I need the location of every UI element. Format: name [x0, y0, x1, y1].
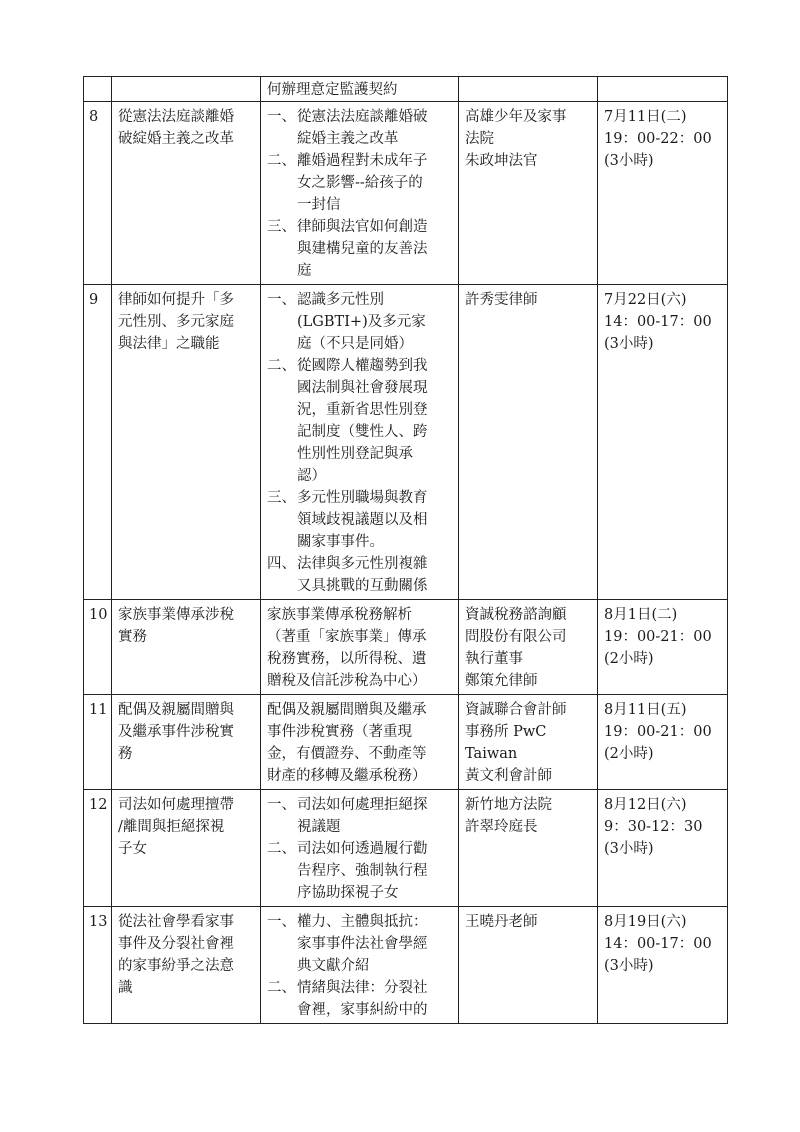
course-title-line: 從憲法法庭談離婚	[118, 109, 234, 125]
content-item-line: 家事事件法社會學經	[297, 936, 428, 952]
speaker-line: Taiwan	[465, 746, 518, 762]
course-content-cell	[261, 790, 459, 907]
schedule-time-cell	[598, 695, 728, 790]
course-title-line: 的家事紛爭之法意	[118, 958, 234, 974]
table-row	[84, 790, 728, 907]
course-title-line: 事件及分裂社會裡	[118, 936, 234, 952]
content-item	[267, 911, 454, 977]
content-item-text	[297, 355, 454, 487]
course-title-cell	[112, 907, 261, 1024]
content-item-line: 領域歧視議題以及相	[297, 512, 428, 528]
row-number-cell	[84, 77, 112, 102]
row-number-cell	[84, 907, 112, 1024]
schedule-time-line: 14：00-17：00	[604, 314, 712, 330]
content-item-line: 記制度（雙性人、跨	[297, 424, 428, 440]
speaker-cell	[459, 695, 598, 790]
content-item-number: 一、	[267, 797, 296, 813]
schedule-time-cell	[598, 285, 728, 600]
content-item-number: 一、	[267, 109, 296, 125]
course-schedule-table	[83, 76, 728, 1024]
content-item-text	[297, 838, 454, 904]
document-page	[83, 76, 727, 1024]
content-item-line: 性別性別登記與承	[297, 446, 413, 462]
content-line: 事件涉稅實務（著重現	[267, 724, 412, 740]
schedule-time-line: (3小時)	[604, 336, 654, 352]
schedule-time-line: 7月11日(二)	[604, 109, 687, 125]
content-item-line: 又具挑戰的互動關係	[297, 578, 428, 594]
speaker-line: 法院	[465, 131, 494, 147]
course-title-line: 務	[118, 746, 133, 762]
speaker-line: 問股份有限公司	[465, 629, 567, 645]
speaker-cell	[459, 790, 598, 907]
speaker-line: 事務所 PwC	[465, 724, 547, 740]
content-item-line: 典文獻介紹	[297, 958, 370, 974]
table-row	[84, 695, 728, 790]
schedule-time-line: 7月22日(六)	[604, 292, 687, 308]
content-item-line: 告程序、強制執行程	[297, 863, 428, 879]
schedule-time-line: 19：00-22：00	[604, 131, 712, 147]
course-title-cell	[112, 285, 261, 600]
course-title-cell	[112, 695, 261, 790]
schedule-time-line: 19：00-21：00	[604, 724, 712, 740]
content-item-number: 二、	[267, 841, 296, 857]
course-title-line: 破綻婚主義之改革	[118, 131, 234, 147]
schedule-time-line: 19：00-21：00	[604, 629, 712, 645]
content-item	[267, 150, 454, 216]
content-item-number: 三、	[267, 490, 296, 506]
speaker-cell	[459, 907, 598, 1024]
course-title-line: 元性別、多元家庭	[118, 314, 234, 330]
content-item-number: 一、	[267, 914, 296, 930]
schedule-time-line: 9：30-12：30	[604, 819, 703, 835]
speaker-cell	[459, 600, 598, 695]
content-item-line: 律師與法官如何創造	[297, 219, 428, 235]
course-content-cell	[261, 907, 459, 1024]
table-row	[84, 77, 728, 102]
row-number: 13	[89, 914, 108, 930]
schedule-time-cell	[598, 77, 728, 102]
speaker-line: 朱政坤法官	[465, 153, 538, 169]
content-item-line: (LGBTI+)及多元家	[297, 314, 426, 330]
course-title-line: 司法如何處理擅帶	[118, 797, 234, 813]
content-item-line: 權力、主體與抵抗：	[297, 914, 428, 930]
course-title-line: 與法律」之職能	[118, 336, 220, 352]
course-content-cell	[261, 695, 459, 790]
row-number-cell	[84, 285, 112, 600]
course-content-cell	[261, 285, 459, 600]
content-line: （著重「家族事業」傳承	[267, 629, 427, 645]
row-number-cell	[84, 695, 112, 790]
content-item	[267, 289, 454, 355]
content-item-line: 女之影響--給孩子的	[297, 175, 423, 191]
row-number-cell	[84, 600, 112, 695]
speaker-line: 許翠玲庭長	[465, 819, 538, 835]
content-item	[267, 487, 454, 553]
content-item-line: 會裡，家事糾紛中的	[297, 1002, 428, 1018]
speaker-line: 資誠稅務諮詢顧	[465, 607, 567, 623]
speaker-cell	[459, 102, 598, 285]
content-item-number: 二、	[267, 358, 296, 374]
course-title-cell	[112, 77, 261, 102]
row-number: 9	[89, 292, 99, 308]
content-item-number: 二、	[267, 980, 296, 996]
content-item-number: 一、	[267, 292, 296, 308]
content-item	[267, 794, 454, 838]
content-item	[267, 838, 454, 904]
content-text	[267, 604, 454, 692]
course-title-cell	[112, 600, 261, 695]
table-row	[84, 600, 728, 695]
course-title-line: 從法社會學看家事	[118, 914, 234, 930]
content-item-line: 視議題	[297, 819, 341, 835]
schedule-time-line: 8月11日(五)	[604, 702, 687, 718]
course-content-cell	[261, 102, 459, 285]
content-line: 贈稅及信託涉稅為中心）	[267, 673, 427, 689]
content-item-line: 一封信	[297, 197, 341, 213]
content-item-line: 離婚過程對未成年子	[297, 153, 428, 169]
content-item-line: 司法如何透過履行勸	[297, 841, 428, 857]
course-title-line: 實務	[118, 629, 147, 645]
content-item-line: 認）	[297, 468, 326, 484]
row-number: 11	[89, 702, 108, 718]
table-row	[84, 285, 728, 600]
course-title-line: 律師如何提升「多	[118, 292, 234, 308]
schedule-time-cell	[598, 102, 728, 285]
content-item-number: 二、	[267, 153, 296, 169]
schedule-time-cell	[598, 907, 728, 1024]
content-item-line: 與建構兒童的友善法	[297, 241, 428, 257]
schedule-time-line: 8月19日(六)	[604, 914, 687, 930]
course-title-line: /離間與拒絕探視	[118, 819, 225, 835]
content-item-line: 從憲法法庭談離婚破	[297, 109, 428, 125]
course-title-cell	[112, 102, 261, 285]
schedule-time-line: 14：00-17：00	[604, 936, 712, 952]
schedule-time-line: (2小時)	[604, 651, 654, 667]
row-number: 12	[89, 797, 108, 813]
content-item-line: 認識多元性別	[297, 292, 384, 308]
content-item-line: 司法如何處理拒絕探	[297, 797, 428, 813]
content-line: 何辦理意定監護契約	[267, 82, 398, 98]
content-item-text	[297, 977, 454, 1021]
content-line: 稅務實務，以所得稅、遺	[267, 651, 427, 667]
content-item-text	[297, 150, 454, 216]
content-line: 配偶及親屬間贈與及繼承	[267, 702, 427, 718]
course-title-line: 配偶及親屬間贈與	[118, 702, 234, 718]
course-title-line: 家族事業傳承涉稅	[118, 607, 234, 623]
row-number-cell	[84, 102, 112, 285]
course-content-cell	[261, 600, 459, 695]
content-item-line: 綻婚主義之改革	[297, 131, 399, 147]
content-line: 財產的移轉及繼承稅務）	[267, 768, 427, 784]
content-item-text	[297, 911, 454, 977]
course-title-cell	[112, 790, 261, 907]
schedule-time-line: (3小時)	[604, 958, 654, 974]
schedule-time-cell	[598, 790, 728, 907]
content-item-text	[297, 794, 454, 838]
content-item-number: 三、	[267, 219, 296, 235]
row-number: 8	[89, 109, 99, 125]
content-item	[267, 106, 454, 150]
content-item	[267, 553, 454, 597]
content-item-text	[297, 106, 454, 150]
content-item-text	[297, 289, 454, 355]
content-item-line: 庭（不只是同婚）	[297, 336, 413, 352]
content-item-text	[297, 216, 454, 282]
content-item-line: 序協助探視子女	[297, 885, 399, 901]
speaker-line: 新竹地方法院	[465, 797, 552, 813]
content-item-line: 庭	[297, 263, 312, 279]
content-item-line: 況，重新省思性別登	[297, 402, 428, 418]
schedule-time-line: (3小時)	[604, 153, 654, 169]
content-item	[267, 216, 454, 282]
content-text	[267, 79, 454, 101]
content-item	[267, 355, 454, 487]
speaker-line: 許秀雯律師	[465, 292, 538, 308]
course-title-line: 子女	[118, 841, 147, 857]
content-item-line: 從國際人權趨勢到我	[297, 358, 428, 374]
speaker-line: 鄭策允律師	[465, 673, 538, 689]
schedule-time-cell	[598, 600, 728, 695]
course-content-cell	[261, 77, 459, 102]
content-item-line: 國法制與社會發展現	[297, 380, 428, 396]
table-row	[84, 102, 728, 285]
speaker-line: 黃文利會計師	[465, 768, 552, 784]
content-item-line: 法律與多元性別複雜	[297, 556, 428, 572]
speaker-line: 王曉丹老師	[465, 914, 538, 930]
content-item-text	[297, 553, 454, 597]
row-number-cell	[84, 790, 112, 907]
table-row	[84, 907, 728, 1024]
speaker-line: 高雄少年及家事	[465, 109, 567, 125]
content-text	[267, 699, 454, 787]
schedule-time-line: 8月1日(二)	[604, 607, 678, 623]
speaker-line: 資誠聯合會計師	[465, 702, 567, 718]
content-item-line: 情緒與法律：分裂社	[297, 980, 428, 996]
row-number: 10	[89, 607, 108, 623]
course-title-line: 及繼承事件涉稅實	[118, 724, 234, 740]
speaker-line: 執行董事	[465, 651, 523, 667]
schedule-time-line: (2小時)	[604, 746, 654, 762]
content-item-line: 多元性別職場與教育	[297, 490, 428, 506]
content-item-line: 關家事事件。	[297, 534, 384, 550]
speaker-cell	[459, 77, 598, 102]
content-item-number: 四、	[267, 556, 296, 572]
content-line: 家族事業傳承稅務解析	[267, 607, 412, 623]
course-title-line: 識	[118, 980, 133, 996]
speaker-cell	[459, 285, 598, 600]
content-line: 金，有價證券、不動產等	[267, 746, 427, 762]
schedule-time-line: 8月12日(六)	[604, 797, 687, 813]
content-item	[267, 977, 454, 1021]
schedule-time-line: (3小時)	[604, 841, 654, 857]
content-item-text	[297, 487, 454, 553]
